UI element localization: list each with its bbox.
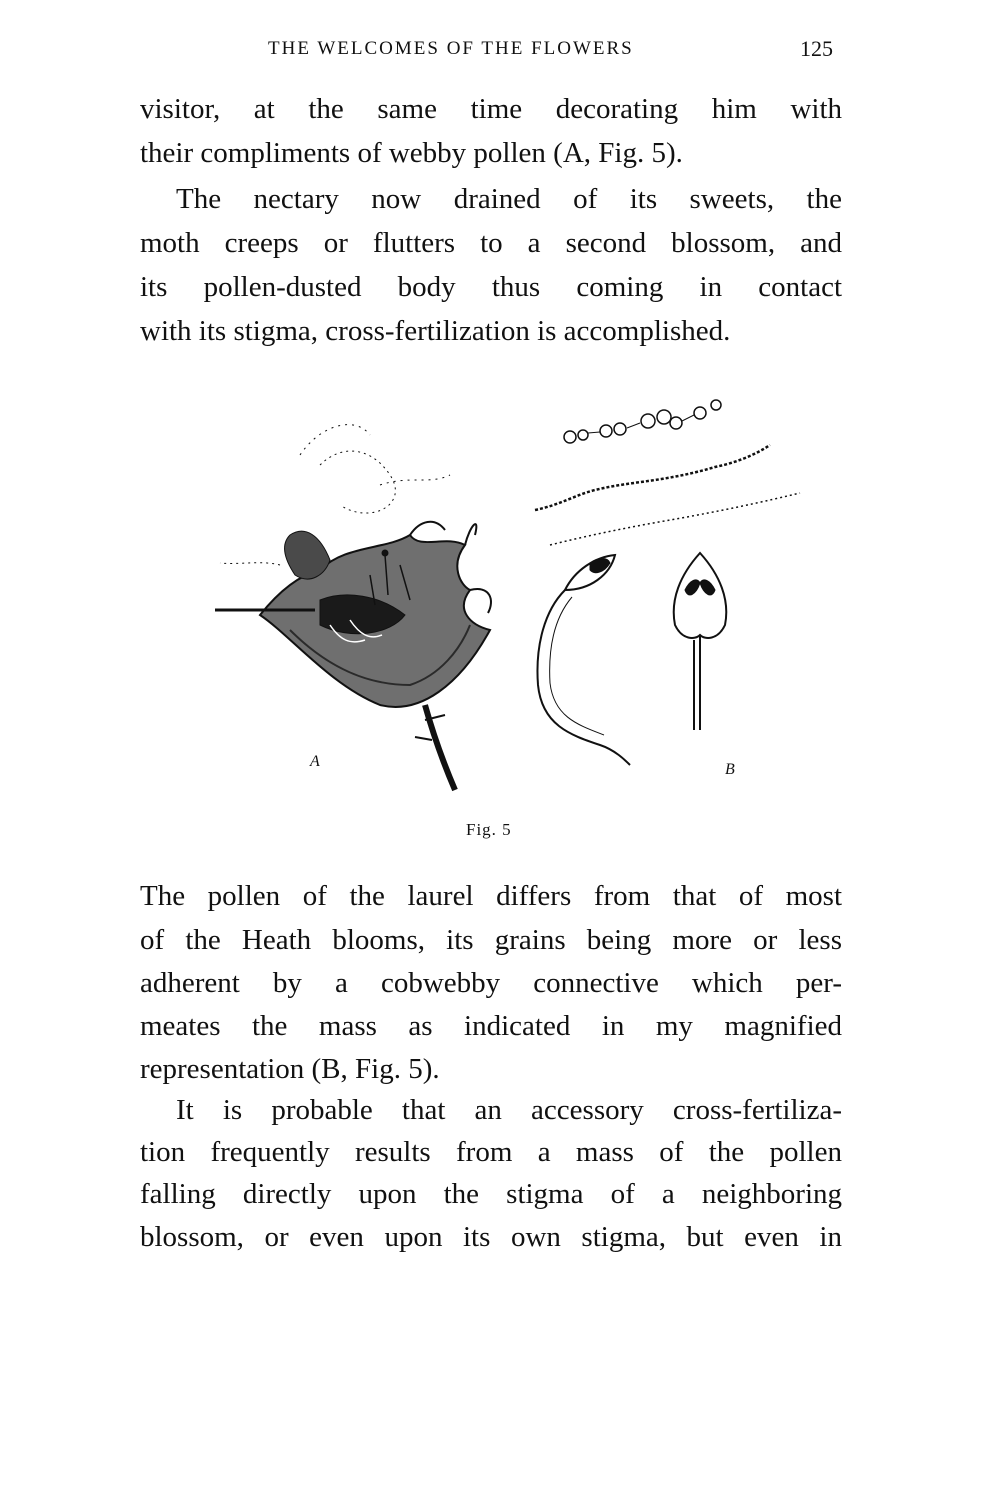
text-line: of the Heath blooms, its grains being more or less — [140, 924, 842, 956]
laurel-blossom-drawing — [215, 425, 491, 790]
text-line: their compliments of webby pollen (A, Fig. 5). — [140, 137, 683, 169]
figure-caption: Fig. 5 — [466, 820, 512, 839]
text-line: tion frequently results from a mass of the pollen — [140, 1136, 842, 1168]
text-line: adherent by a cobwebby connective which per- — [140, 967, 842, 999]
text-line: representation (B, Fig. 5). — [140, 1053, 440, 1085]
text-line: It is probable that an accessory cross-fertiliza- — [176, 1094, 842, 1126]
text-line: its pollen-dusted body thus coming in contact — [140, 271, 842, 303]
page-number: 125 — [800, 36, 833, 61]
figure-5 — [170, 385, 830, 815]
text-line: The nectary now drained of its sweets, the — [176, 183, 842, 215]
pollen-anther-drawing — [535, 400, 800, 765]
text-line: with its stigma, cross-fertilization is accomplished. — [140, 315, 731, 347]
text-line: meates the mass as indicated in my magnified — [140, 1010, 842, 1042]
text-line: blossom, or even upon its own stigma, but even in — [140, 1221, 842, 1253]
text-line: visitor, at the same time decorating him with — [140, 93, 842, 125]
text-line: falling directly upon the stigma of a neighboring — [140, 1178, 842, 1210]
text-line: moth creeps or flutters to a second blossom, and — [140, 227, 842, 259]
figure-label-a: A — [310, 753, 320, 770]
text-line: The pollen of the laurel differs from that of most — [140, 880, 842, 912]
figure-illustration — [170, 385, 830, 815]
running-head: THE WELCOMES OF THE FLOWERS — [268, 38, 634, 59]
figure-label-b: B — [725, 761, 735, 778]
